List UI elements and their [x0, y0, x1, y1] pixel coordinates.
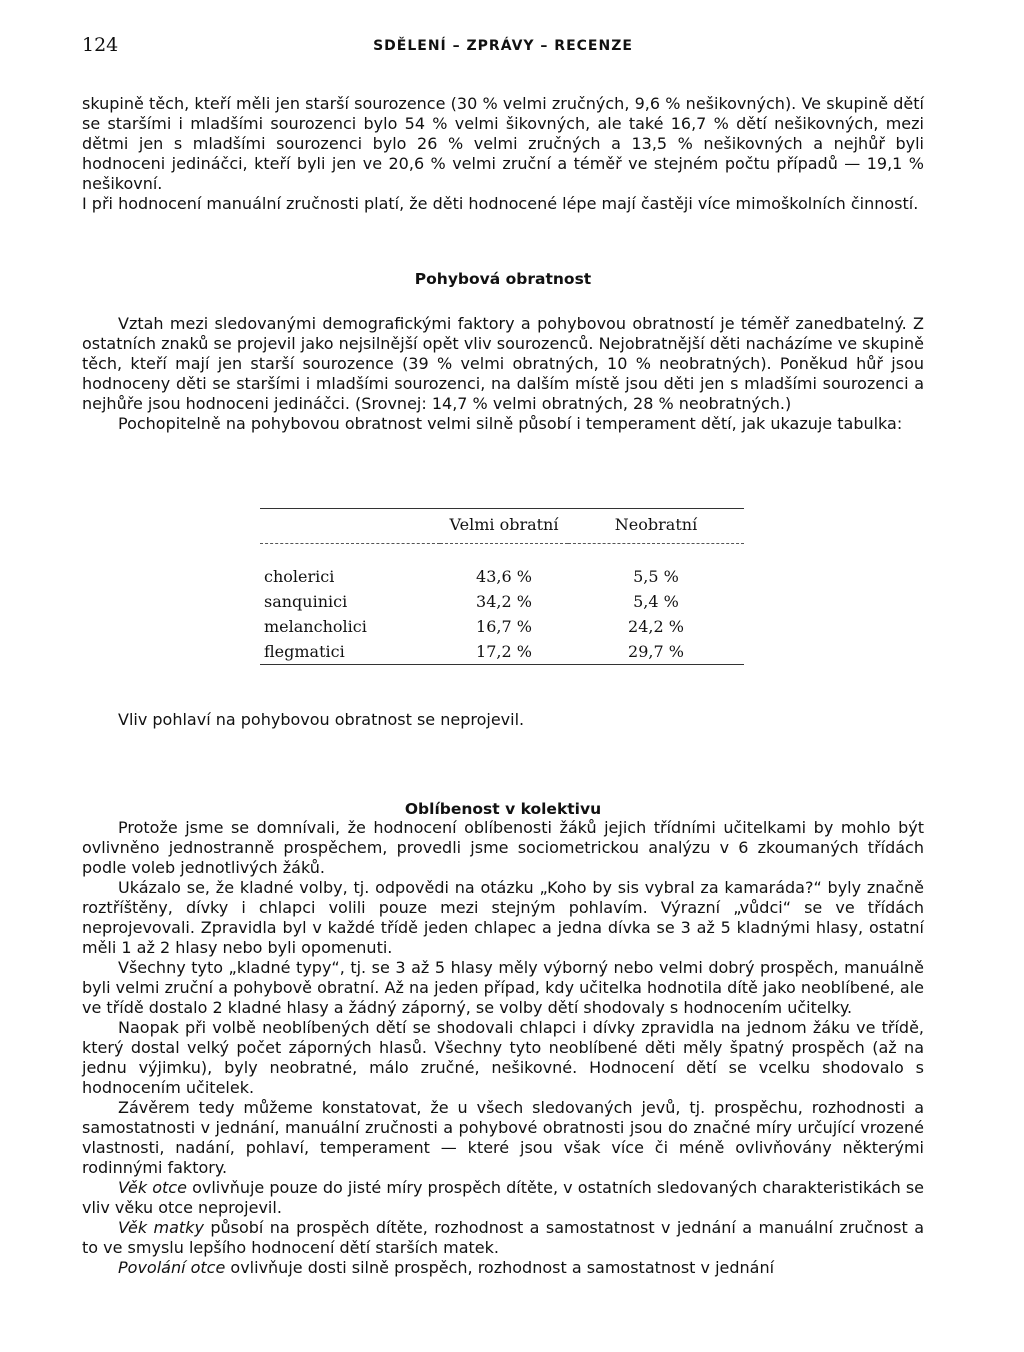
table-cell: 43,6 % [476, 567, 532, 586]
table-header-row [260, 509, 744, 544]
table-row [260, 589, 744, 614]
paragraph: Vztah mezi sledovanými demografickými faktory a pohybovou obratností je téměř zanedbatelný. Z ostatních znaků se projevil jako nejsilnější opět vliv sourozenců. Nejobratnější děti nacházíme ve skupině těch, kteří mají jen starší sourozence (39 % velmi obratných, 10 % neobratných). Poněkud hůř jsou hodnoceny děti se staršími i mladšími sourozenci, na dalším místě jsou děti jen s mladšími sourozenci a nejhůře jsou hodnoceni jedináčci. (Srovnej: 14,7 % velmi obratných, 28 % neobratných.) [82, 314, 924, 413]
emphasis: Povolání otce [118, 1258, 226, 1277]
section2-text [82, 818, 924, 1278]
table-row [260, 544, 744, 590]
running-header [82, 34, 924, 64]
paragraph-text: ovlivňuje dosti silně prospěch, rozhodnost a samostatnost v jednání [225, 1258, 775, 1277]
paragraph: Naopak při volbě neoblíbených dětí se shodovali chlapci i dívky zpravidla na jednom žáku ve třídě, který dostal velký počet záporných hlasů. Všechny tyto neoblíbené děti měly špatný prospěch (až na jednu výjimku), byly neobratné, málo zručné, nešikovné. Hodnocení dětí se vcelku shodovalo s hodnocením učitelek. [82, 1018, 924, 1097]
paragraph [82, 1218, 924, 1258]
paragraph [82, 1258, 924, 1278]
paragraph: Všechny tyto „kladné typy“, tj. se 3 až 5 hlasy měly výborný nebo velmi dobrý prospěch, manuálně byli velmi zruční a pohybově obratní. Až na jeden případ, kdy učitelka hodnotila dítě jako neoblíbené, ale ve třídě dostalo 2 kladné hlasy a žádný záporný, se volby dětí shodovaly s hodnocením učitelky. [82, 958, 924, 1017]
table-cell: flegmatici [264, 642, 345, 661]
temperament-table [260, 508, 744, 665]
table-cell: 34,2 % [476, 592, 532, 611]
paragraph [82, 1178, 924, 1218]
table-row [260, 614, 744, 639]
running-title: SDĚLENÍ – ZPRÁVY – RECENZE [373, 38, 633, 54]
paragraph-text: působí na prospěch dítěte, rozhodnost a samostatnost v jednání a manuální zručnost a to ve smyslu lepšího hodnocení dětí starších matek. [82, 1218, 924, 1257]
table-cell: 24,2 % [628, 617, 684, 636]
paragraph: Závěrem tedy můžeme konstatovat, že u všech sledovaných jevů, tj. prospěchu, rozhodnosti a samostatnosti v jednání, manuální zručnosti a pohybové obratnosti jsou do značné míry určující vrozené vlastnosti, nadání, pohlaví, temperament — které jsou však více či méně ovlivňovány některými rodinnými faktory. [82, 1098, 924, 1177]
table-note: Vliv pohlaví na pohybovou obratnost se neprojevil. [118, 710, 525, 729]
paragraph: skupině těch, kteří měli jen starší sourozence (30 % velmi zručných, 9,6 % nešikovných). Ve skupině dětí se staršími i mladšími sourozenci bylo 54 % velmi šikovných, ale také 16,7 % dětí nešikovných, mezi dětmi jen s mladšími sourozenci bylo 26 % velmi zručných a 13,5 % nešikovných a nejhůř byli hodnoceni jedináčci, kteří byli jen ve 20,6 % velmi zruční a téměř ve stejném počtu případů — 19,1 % nešikovní. [82, 94, 924, 193]
emphasis: Věk otce [118, 1178, 187, 1197]
table-cell: sanquinici [264, 592, 348, 611]
paragraph-text: ovlivňuje pouze do jisté míry prospěch dítěte, v ostatních sledovaných charakteristikách se vliv věku otce neprojevil. [82, 1178, 925, 1217]
top-text-block [82, 94, 924, 214]
table-cell: 5,5 % [633, 567, 679, 586]
table-cell: 17,2 % [476, 642, 532, 661]
table-cell: cholerici [264, 567, 335, 586]
table-cell: melancholici [264, 617, 367, 636]
table-row [260, 639, 744, 665]
page-number: 124 [82, 34, 119, 56]
paragraph: Ukázalo se, že kladné volby, tj. odpovědi na otázku „Koho by sis vybral za kamaráda?“ byly značně roztříštěny, dívky i chlapci volili pouze mezi stejným pohlavím. Výrazní „vůdci“ se ve třídách neprojevovali. Zpravidla byl v každé třídě jeden chlapec a jedna dívka se 3 až 5 kladnými hlasy, ostatní měli 1 až 2 hlasy nebo byli opomenuti. [82, 878, 924, 957]
section1-text [82, 314, 924, 434]
paragraph: Pochopitelně na pohybovou obratnost velmi silně působí i temperament dětí, jak ukazuje tabulka: [118, 414, 903, 433]
table-header-cell: Neobratní [614, 515, 698, 534]
paragraph: Protože jsme se domnívali, že hodnocení oblíbenosti žáků jejich třídními učitelkami by mohlo být ovlivněno jednostranně prospěchem, provedli jsme sociometrickou analýzu v 6 zkoumaných třídách podle voleb jednotlivých žáků. [82, 818, 924, 877]
table-cell: 29,7 % [628, 642, 684, 661]
table-cell: 5,4 % [633, 592, 679, 611]
section-heading-oblibenost: Oblíbenost v kolektivu [404, 800, 602, 818]
table-header-cell [260, 509, 440, 544]
paragraph: I při hodnocení manuální zručnosti platí, že děti hodnocené lépe mají častěji více mimoškolních činností. [82, 194, 919, 213]
table-header-cell: Velmi obratní [449, 515, 559, 534]
table-cell: 16,7 % [476, 617, 532, 636]
section-heading-pohybova-obratnost: Pohybová obratnost [414, 270, 592, 288]
emphasis: Věk matky [118, 1218, 204, 1237]
